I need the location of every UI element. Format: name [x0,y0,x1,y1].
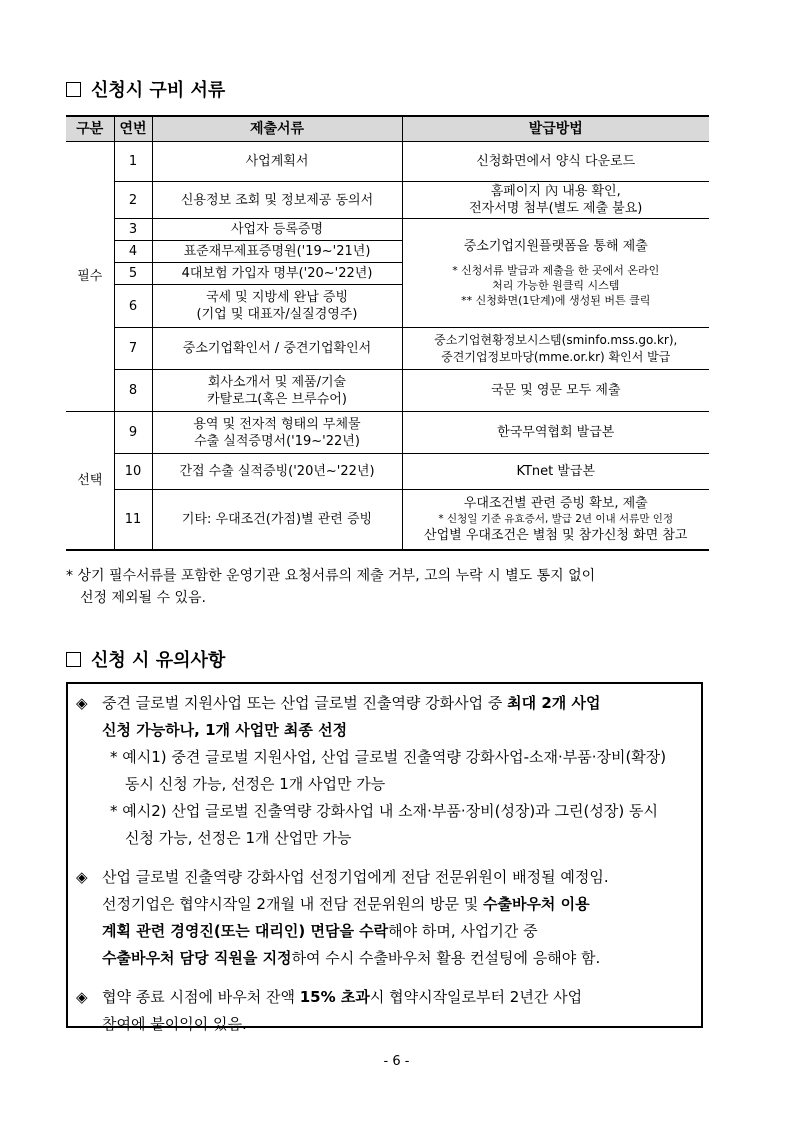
header-method: 발급방법 [402,116,709,142]
documents-table [66,115,709,551]
row-number: 5 [114,263,152,285]
row-document: 사업자 등록증명 [152,219,402,241]
category-optional: 선택 [66,412,114,550]
row-method: 우대조건별 관련 증빙 확보, 제출 * 신청일 기준 유효증서, 발급 2년 이내 서류만 인정 산업별 우대조건은 별첨 및 참가신청 화면 참고 [402,490,709,550]
diamond-bullet-icon: ◈ [76,868,88,886]
notice-item: ◈ 협약 종료 시점에 바우처 잔액 15% 초과시 협약시작일로부터 2년간 사업 참여에 불이익이 있음. [76,984,693,1038]
table-header-row [66,116,709,142]
example-1: * 예시1) 중견 글로벌 지원사업, 산업 글로벌 진출역량 강화사업-소재·부품·장비(확장) 동시 신청 가능, 선정은 1개 사업만 가능 [110,748,667,793]
checkbox-icon [66,82,81,97]
row-number: 4 [114,241,152,263]
table-row [66,182,709,219]
page-number: - 6 - [383,1054,410,1069]
section-title-text: 신청 시 유의사항 [91,650,226,671]
row-method: KTnet 발급본 [402,454,709,490]
row-method: 신청화면에서 양식 다운로드 [402,142,709,182]
row-number: 9 [114,412,152,454]
row-number: 3 [114,219,152,241]
table-row [66,490,709,550]
row-number: 2 [114,182,152,219]
table-footnote: * 상기 필수서류를 포함한 운영기관 요청서류의 제출 거부, 고의 누락 시 별도 통지 없이 선정 제외될 수 있음. [66,568,596,606]
section-title-notices [66,646,225,672]
notice-item: ◈ 중견 글로벌 지원사업 또는 산업 글로벌 진출역량 강화사업 중 최대 2개 사업 신청 가능하나, 1개 사업만 최종 선정 * 예시1) 중견 글로벌 지원사업, 산업 글로벌 진출역량 강화사업-소재·부품·장비(확장) 동시 신청 가능, 선정은 1개 사업만 가능 * 예시2) 산업 글로벌 진출역량 강화사업 내 소재·부품·장비(성장)과 그린(성장) 동시 신청 가능, 선정은 1개 산업만 가능 [76,690,693,852]
header-category: 구분 [66,116,114,142]
table-row [66,454,709,490]
row-document: 회사소개서 및 제품/기술 카탈로그(혹은 브루슈어) [152,370,402,412]
table-row [66,142,709,182]
row-document: 용역 및 전자적 형태의 무체물 수출 실적증명서('19~'22년) [152,412,402,454]
example-2: * 예시2) 산업 글로벌 진출역량 강화사업 내 소재·부품·장비(성장)과 그린(성장) 동시 신청 가능, 선정은 1개 산업만 가능 [110,802,658,847]
table-row [66,370,709,412]
row-document: 기타: 우대조건(가점)별 관련 증빙 [152,490,402,550]
table-row [66,412,709,454]
merged-method-main: 중소기업지원플랫폼을 통해 제출 [463,239,648,254]
notice-box [66,682,703,1033]
row-document: 간접 수출 실적증빙('20년~'22년) [152,454,402,490]
header-number: 연번 [114,116,152,142]
header-document: 제출서류 [152,116,402,142]
row-document: 사업계획서 [152,142,402,182]
merged-method-cell: 중소기업지원플랫폼을 통해 제출 * 신청서류 발급과 제출을 한 곳에서 온라인 처리 가능한 원클릭 시스템 ** 신청화면(1단계)에 생성된 버튼 클릭 [402,219,709,328]
diamond-bullet-icon: ◈ [76,988,88,1006]
section-title-text: 신청시 구비 서류 [91,80,226,101]
row-number: 6 [114,285,152,328]
row-document: 국세 및 지방세 완납 증빙 (기업 및 대표자/실질경영주) [152,285,402,328]
row-method: 국문 및 영문 모두 제출 [402,370,709,412]
row-document: 표준재무제표증명원('19~'21년) [152,241,402,263]
row-document: 신용정보 조회 및 정보제공 동의서 [152,182,402,219]
category-required: 필수 [66,142,114,412]
row-document: 4대보험 가입자 명부('20~'22년) [152,263,402,285]
row-number: 11 [114,490,152,550]
table-row [66,328,709,370]
section-title-documents [66,76,225,102]
diamond-bullet-icon: ◈ [76,694,88,712]
row-number: 10 [114,454,152,490]
notice-item: ◈ 산업 글로벌 진출역량 강화사업 선정기업에게 전담 전문위원이 배정될 예정임. 선정기업은 협약시작일 2개월 내 전담 전문위원의 방문 및 수출바우처 이용 계획 관련 경영진(또는 대리인) 면담을 수락해야 하며, 사업기간 중 수출바우처 담당 직원을 지정하여 수시 수출바우처 활용 컨설팅에 응해야 함. [76,864,693,972]
checkbox-icon [66,652,81,667]
row-number: 1 [114,142,152,182]
row-method: 홈페이지 內 내용 확인, 전자서명 첨부(별도 제출 불요) [402,182,709,219]
row-number: 7 [114,328,152,370]
row-document: 중소기업확인서 / 중견기업확인서 [152,328,402,370]
row-method: 한국무역협회 발급본 [402,412,709,454]
table-row [66,219,709,241]
row-number: 8 [114,370,152,412]
row-method: 중소기업현황정보시스템(sminfo.mss.go.kr), 중견기업정보마당(mme.or.kr) 확인서 발급 [402,328,709,370]
